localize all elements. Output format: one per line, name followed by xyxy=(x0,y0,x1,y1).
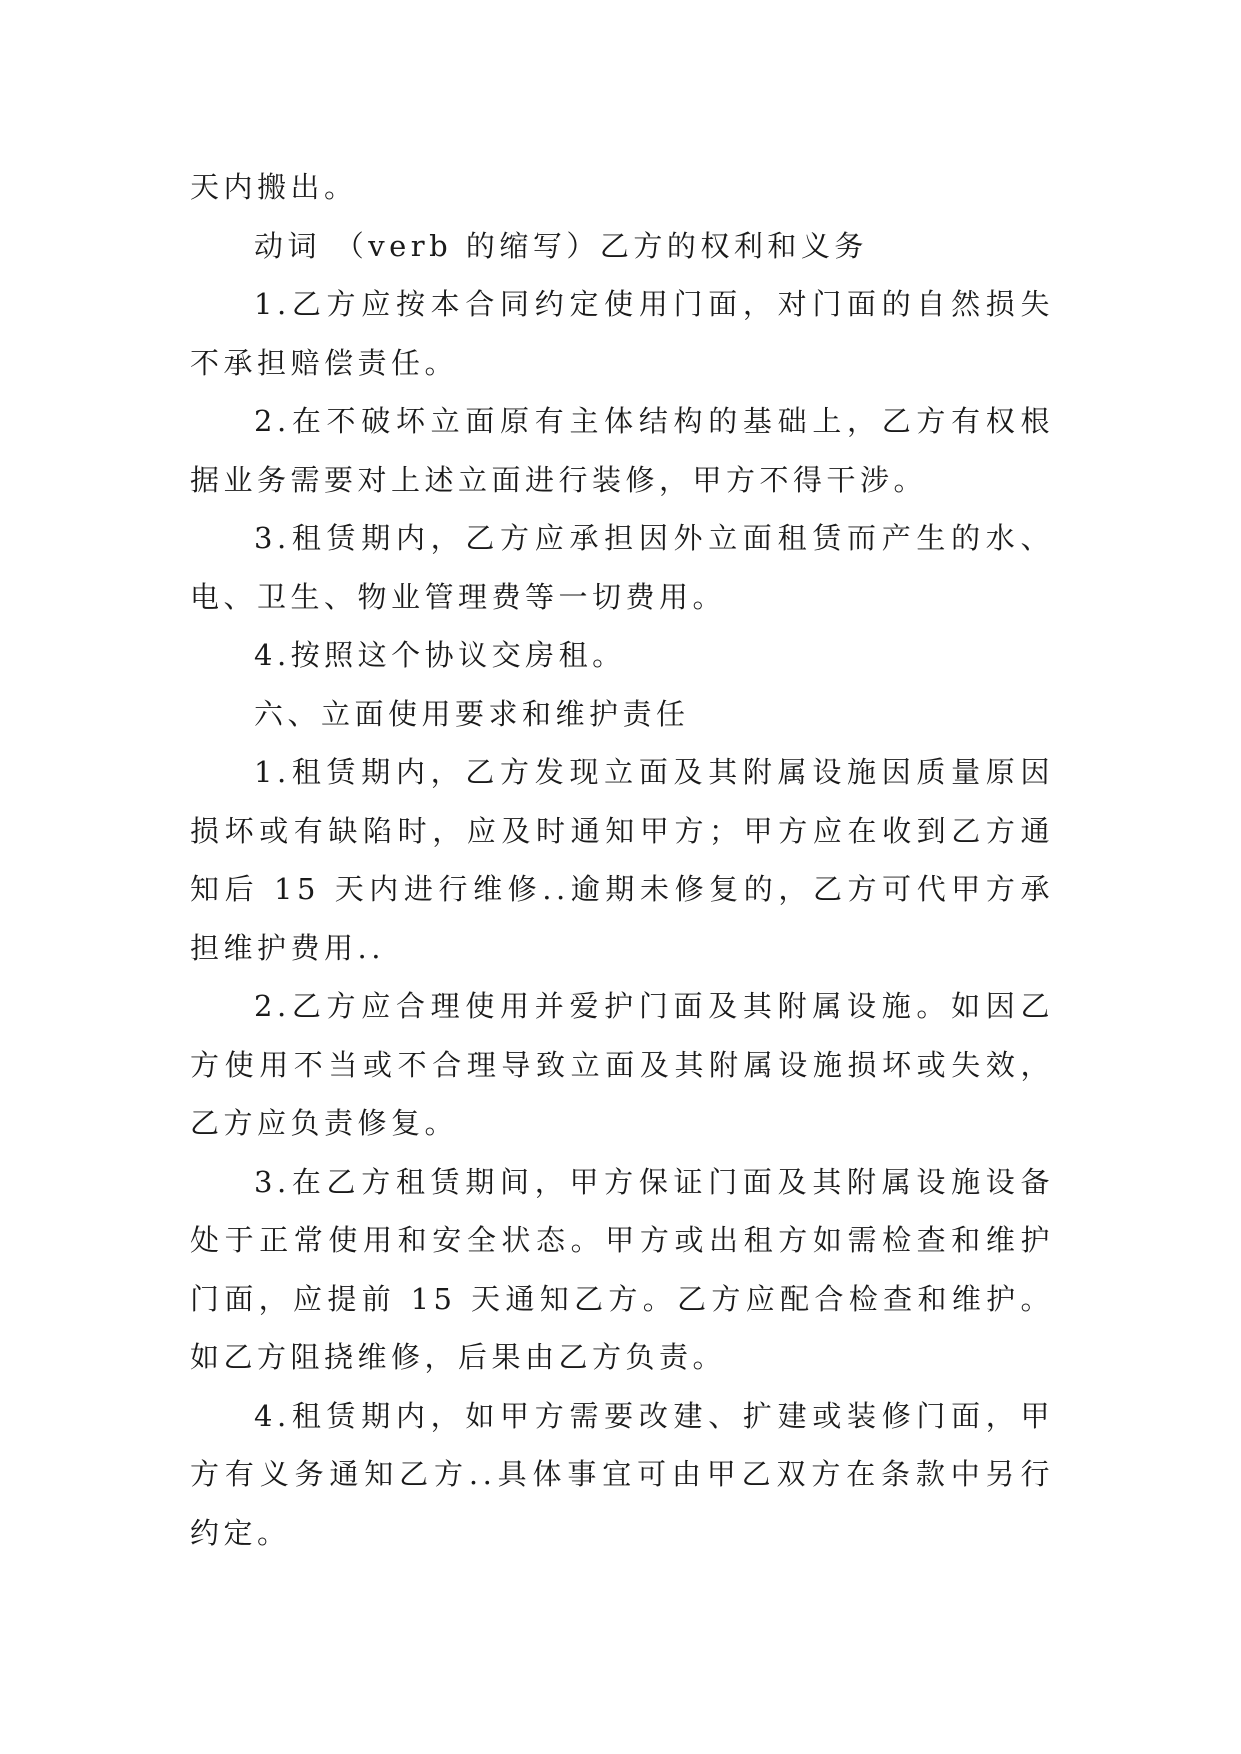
clause-six-2: 2.乙方应合理使用并爱护门面及其附属设施。如因乙方使用不当或不合理导致立面及其附属设施损坏或失效，乙方应负责修复。 xyxy=(190,989,1054,1140)
clause-b-4: 4.按照这个协议交房租。 xyxy=(254,638,626,672)
document-body xyxy=(190,158,1054,1562)
section-heading-six: 六、立面使用要求和维护责任 xyxy=(254,696,690,731)
clause-six-3: 3.在乙方租赁期间，甲方保证门面及其附属设施设备处于正常使用和安全状态。甲方或出租方如需检查和维护门面，应提前 15 天通知乙方。乙方应配合检查和维护。如乙方阻挠维修，后果由乙方负责。 xyxy=(190,1164,1054,1374)
section-heading-party-b-rights: 动词 （verb 的缩写）乙方的权利和义务 xyxy=(254,228,868,263)
clause-b-3: 3.租赁期内，乙方应承担因外立面租赁而产生的水、电、卫生、物业管理费等一切费用。 xyxy=(190,521,1054,614)
clause-b-2: 2.在不破坏立面原有主体结构的基础上，乙方有权根据业务需要对上述立面进行装修，甲方不得干涉。 xyxy=(190,404,1054,497)
clause-six-1: 1.租赁期内，乙方发现立面及其附属设施因质量原因损坏或有缺陷时，应及时通知甲方；甲方应在收到乙方通知后 15 天内进行维修..逾期未修复的，乙方可代甲方承担维护费用.. xyxy=(190,755,1054,965)
clause-six-4: 4.租赁期内，如甲方需要改建、扩建或装修门面，甲方有义务通知乙方..具体事宜可由甲乙双方在条款中另行约定。 xyxy=(190,1398,1054,1550)
paragraph-continuation: 天内搬出。 xyxy=(190,170,358,204)
clause-b-1: 1.乙方应按本合同约定使用门面，对门面的自然损失不承担赔偿责任。 xyxy=(190,287,1054,380)
